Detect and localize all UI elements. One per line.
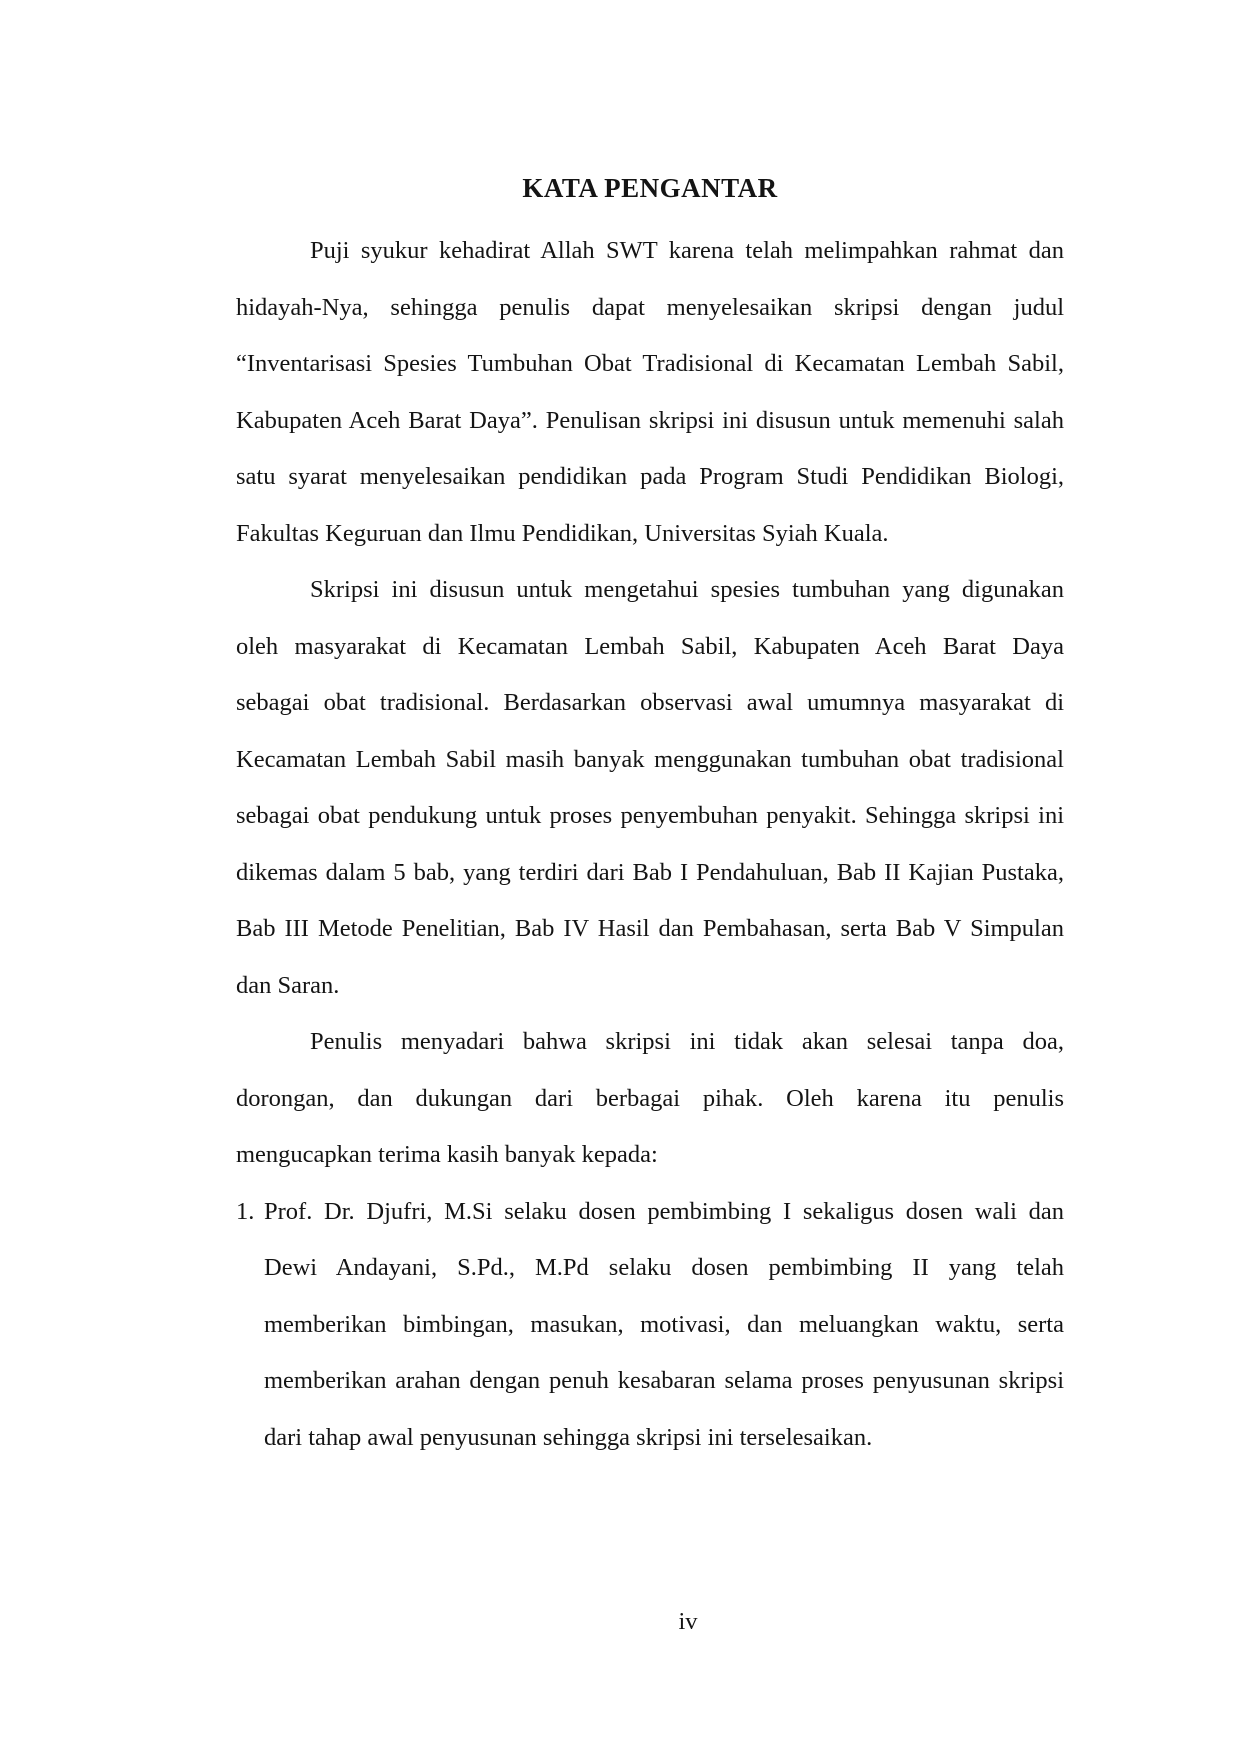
- paragraph: [236, 562, 1064, 1014]
- text-line: “Inventarisasi Spesies Tumbuhan Obat Tradisional di Kecamatan Lembah Sabil,: [236, 350, 1064, 377]
- text-line: Fakultas Keguruan dan Ilmu Pendidikan, Universitas Syiah Kuala.: [236, 519, 889, 547]
- text-line: oleh masyarakat di Kecamatan Lembah Sabil, Kabupaten Aceh Barat Daya: [236, 632, 1064, 660]
- page-title: KATA PENGANTAR: [522, 173, 778, 203]
- numbered-list-item: [236, 1184, 1064, 1467]
- text-line: dan Saran.: [236, 971, 340, 999]
- text-line: dari tahap awal penyusunan sehingga skripsi ini terselesaikan.: [264, 1423, 873, 1451]
- text-line: dikemas dalam 5 bab, yang terdiri dari Bab I Pendahuluan, Bab II Kajian Pustaka,: [236, 858, 1064, 886]
- paragraph: [236, 1014, 1064, 1184]
- text-line: dorongan, dan dukungan dari berbagai pihak. Oleh karena itu penulis: [236, 1084, 1064, 1112]
- text-line: sebagai obat tradisional. Berdasarkan observasi awal umumnya masyarakat di: [236, 689, 1064, 716]
- text-line: sebagai obat pendukung untuk proses penyembuhan penyakit. Sehingga skripsi ini: [236, 802, 1064, 829]
- body-text: [236, 223, 1064, 1466]
- text-line: Bab III Metode Penelitian, Bab IV Hasil dan Pembahasan, serta Bab V Simpulan: [236, 915, 1064, 942]
- text-line: Kecamatan Lembah Sabil masih banyak menggunakan tumbuhan obat tradisional: [236, 745, 1064, 773]
- list-item-number: 1.: [236, 1197, 255, 1225]
- page-number: iv: [678, 1608, 698, 1635]
- text-line: satu syarat menyelesaikan pendidikan pada Program Studi Pendidikan Biologi,: [236, 463, 1064, 490]
- text-line: Penulis menyadari bahwa skripsi ini tidak akan selesai tanpa doa,: [310, 1028, 1064, 1055]
- text-line: memberikan arahan dengan penuh kesabaran selama proses penyusunan skripsi: [264, 1367, 1064, 1394]
- text-line: Kabupaten Aceh Barat Daya”. Penulisan skripsi ini disusun untuk memenuhi salah: [236, 406, 1064, 434]
- text-line: Prof. Dr. Djufri, M.Si selaku dosen pembimbing I sekaligus dosen wali dan: [264, 1197, 1064, 1225]
- text-line: Puji syukur kehadirat Allah SWT karena telah melimpahkan rahmat dan: [310, 237, 1064, 264]
- text-line: Skripsi ini disusun untuk mengetahui spesies tumbuhan yang digunakan: [310, 576, 1064, 603]
- text-line: Dewi Andayani, S.Pd., M.Pd selaku dosen pembimbing II yang telah: [264, 1254, 1064, 1281]
- text-line: memberikan bimbingan, masukan, motivasi, dan meluangkan waktu, serta: [264, 1310, 1064, 1338]
- text-line: mengucapkan terima kasih banyak kepada:: [236, 1141, 658, 1168]
- text-line: hidayah-Nya, sehingga penulis dapat menyelesaikan skripsi dengan judul: [236, 293, 1064, 321]
- paragraph: [236, 223, 1064, 562]
